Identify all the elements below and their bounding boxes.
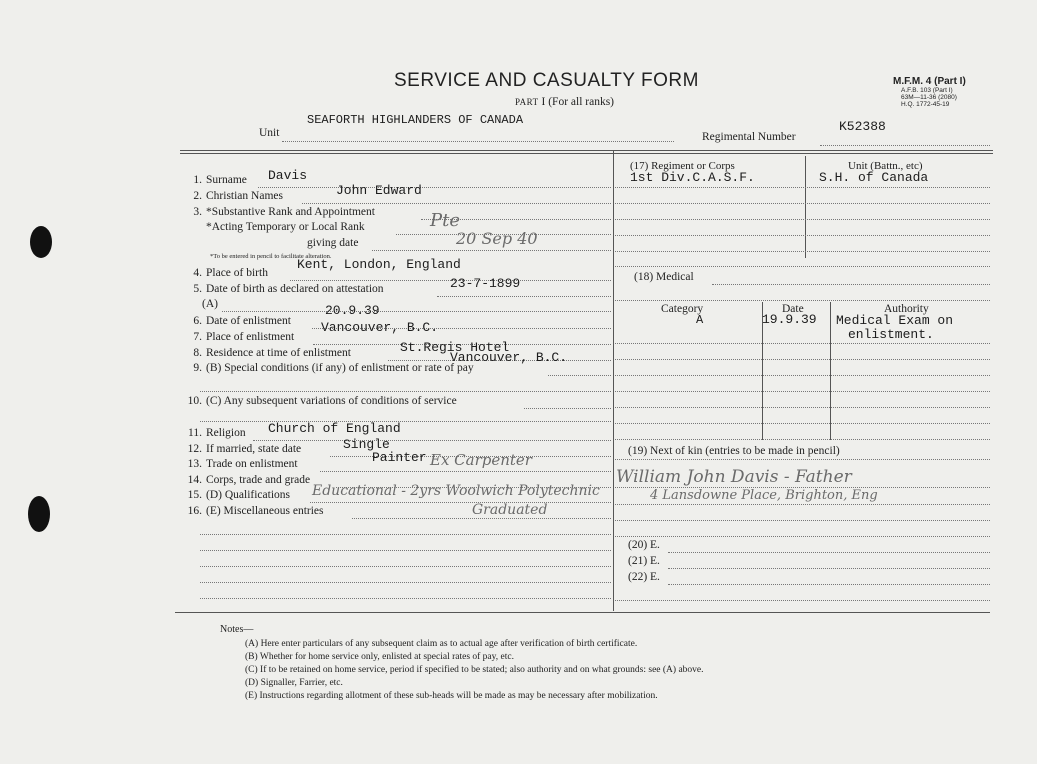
trade-hand-value: Ex Carpenter [430, 451, 532, 469]
field-subsequent-variations: 10. (C) Any subsequent variations of conditions of service [187, 395, 457, 407]
authority-value-2: enlistment. [848, 327, 934, 342]
part-label [515, 96, 614, 108]
e-label-22: (22) E. [628, 571, 660, 583]
note-d: (D) Signaller, Farrier, etc. [245, 678, 343, 688]
field-substantive-rank: 3. *Substantive Rank and Appointment [193, 206, 375, 218]
field-place-of-birth: 4. Place of birth [193, 267, 268, 279]
category-header: Category [661, 303, 704, 315]
field-residence: 8. Residence at time of enlistment [193, 347, 351, 359]
field-religion: 11. Religion [188, 427, 246, 439]
field-special-conditions: 9. (B) Special conditions (if any) of enlistment or rate of pay [193, 362, 474, 374]
pencil-note: *To be entered in pencil to facilitate alteration. [210, 253, 332, 260]
field-giving-date: giving date [307, 237, 359, 249]
regimental-number-label: Regimental Number [702, 131, 796, 143]
notes-heading: Notes— [220, 624, 254, 635]
note-c: (C) If to be retained on home service, period if specified to be stated; also authority and on what grounds: see (A) above. [245, 665, 704, 675]
form-code-line-1: A.F.B. 103 (Part I) [901, 87, 953, 94]
form-code-line-2: 63M—11-36 (2080) [901, 94, 957, 101]
acting-rank-value: Pte [430, 210, 460, 231]
next-of-kin-value: William John Davis - Father [616, 467, 852, 487]
giving-date-value: 20 Sep 40 [456, 229, 538, 248]
trade-value: Painter [372, 450, 427, 465]
authority-value-1: Medical Exam on [836, 313, 954, 328]
unit-value: SEAFORTH HIGHLANDERS OF CANADA [307, 113, 524, 127]
next-of-kin-label: (19) Next of kin (entries to be made in pencil) [628, 445, 840, 457]
e-label-21: (21) E. [628, 555, 660, 567]
field-trade: 13. Trade on enlistment [187, 458, 298, 470]
note-e: (E) Instructions regarding allotment of these sub-heads will be made as may be necessary after mobilization. [245, 691, 658, 701]
note-a: (A) Here enter particulars of any subsequent claim as to actual age after verification of birth certificate. [245, 639, 638, 649]
field-acting-rank: *Acting Temporary or Local Rank [206, 221, 365, 233]
regiment-value: 1st Div.C.A.S.F. [630, 170, 755, 185]
form-code [893, 76, 966, 108]
field-married-date: 12. If married, state date [187, 443, 302, 455]
category-value: A [696, 313, 704, 327]
field-qualifications: 15. (D) Qualifications [187, 489, 290, 501]
married-value: Single [343, 437, 390, 452]
miscellaneous-value: Graduated [472, 502, 548, 518]
a-value: 20.9.39 [325, 303, 380, 318]
field-place-of-enlistment: 7. Place of enlistment [193, 331, 295, 343]
date-of-enlistment-value: Vancouver, B.C. [321, 320, 439, 335]
date-of-birth-value: 23-7-1899 [450, 276, 521, 291]
christian-names-value: John Edward [336, 183, 422, 198]
part-suffix: I (For all ranks) [541, 96, 615, 108]
unit-battn-label: Unit (Battn., etc) [848, 160, 923, 172]
residence-value-line2: Vancouver, B.C. [450, 350, 568, 365]
field-a: (A) [202, 298, 218, 310]
next-of-kin-address: 4 Lansdowne Place, Brighton, Eng [650, 488, 878, 503]
field-date-of-birth: 5. Date of birth as declared on attestation [193, 283, 384, 295]
punch-hole-top [30, 226, 52, 258]
form-code-main: M.F.M. 4 (Part I) [893, 76, 966, 87]
place-of-birth-value: Kent, London, England [297, 257, 461, 272]
residence-value: St.Regis Hotel [400, 340, 510, 355]
form-code-line-3: H.Q. 1772-45-19 [901, 101, 950, 108]
surname-value: Davis [268, 168, 308, 183]
punch-hole-bottom [28, 496, 50, 532]
field-surname: 1. Surname [193, 174, 247, 186]
form-title: SERVICE AND CASUALTY FORM [394, 70, 699, 91]
date-header: Date [782, 303, 804, 315]
regimental-number-value: K52388 [839, 119, 886, 134]
religion-value: Church of England [268, 421, 401, 436]
field-miscellaneous: 16. (E) Miscellaneous entries [187, 505, 324, 517]
unit-label: Unit [259, 127, 280, 139]
field-christian-names: 2. Christian Names [193, 190, 283, 202]
regiment-label: (17) Regiment or Corps [630, 160, 735, 172]
part-prefix: PART [515, 97, 539, 107]
note-b: (B) Whether for home service only, enlisted at special rates of pay, etc. [245, 652, 514, 662]
unit-battn-value: S.H. of Canada [819, 170, 929, 185]
field-date-of-enlistment: 6. Date of enlistment [193, 315, 291, 327]
qualifications-value: Educational - 2yrs Woolwich Polytechnic [312, 483, 600, 499]
e-label-20: (20) E. [628, 539, 660, 551]
authority-header: Authority [884, 303, 929, 315]
field-corps-trade-grade: 14. Corps, trade and grade [187, 474, 311, 486]
medical-date-value: 19.9.39 [762, 312, 817, 327]
medical-label: (18) Medical [634, 271, 694, 283]
